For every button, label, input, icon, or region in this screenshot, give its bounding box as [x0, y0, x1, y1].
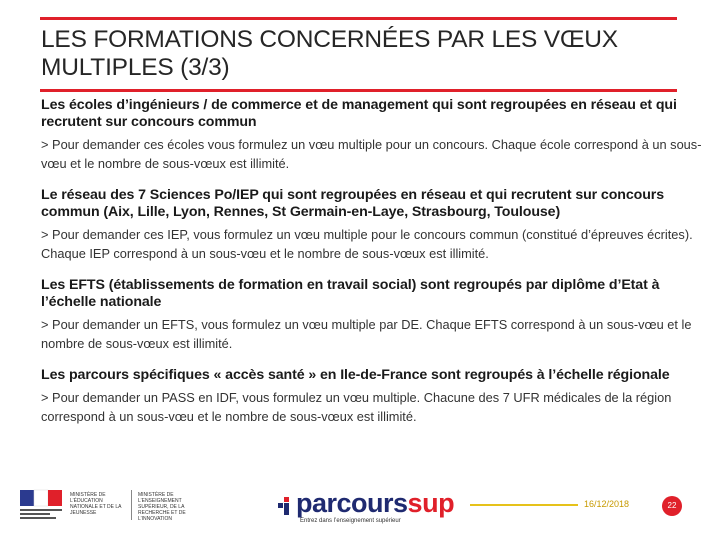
ministry-label-education: MINISTÈRE DE L’ÉDUCATION NATIONALE ET DE LA JEUNESSE: [70, 492, 122, 516]
content-block-engineering: [41, 97, 706, 173]
title-bottom-rule: [40, 89, 677, 92]
title-top-rule: [40, 17, 677, 20]
brand-s-letter: s: [407, 488, 423, 518]
brand-tagline: Entrez dans l’enseignement supérieur: [300, 518, 401, 524]
block-body: > Pour demander ces IEP, vous formulez un vœu multiple pour le concours commun (constitué d’épreuves écrites). Chaque IEP correspond à un sous-vœu et le nombre de sous-vœux est illimité.: [41, 227, 693, 261]
parcoursup-logo-icon: [276, 494, 296, 518]
block-body: > Pour demander un PASS en IDF, vous formulez un vœu multiple. Chacune des 7 UFR médicales de la région correspond à un sous-vœu et le nombre de sous-vœux est illimité.: [41, 390, 672, 424]
slide-date: 16/12/2018: [584, 499, 630, 509]
slide-footer: [0, 486, 720, 540]
block-body: > Pour demander ces écoles vous formulez un vœu multiple pour un concours. Chaque école correspond à un sous-vœu et le nombre de sous-vœux est illimité.: [41, 137, 702, 171]
content-block-sciences-po: [41, 187, 706, 263]
brand-part1: parcours: [296, 488, 408, 518]
slide-title: LES FORMATIONS CONCERNÉES PAR LES VŒUX MULTIPLES (3/3): [41, 26, 618, 81]
ministry-label-higher-education: MINISTÈRE DE L’ENSEIGNEMENT SUPÉRIEUR, DE LA RECHERCHE ET DE L’INNOVATION: [138, 492, 186, 522]
block-heading: Les écoles d’ingénieurs / de commerce et de management qui sont regroupées en réseau et qui recrutent sur concours commun: [41, 97, 677, 130]
block-heading: Les parcours spécifiques « accès santé » en Ile-de-France sont regroupés à l’échelle régionale: [41, 367, 670, 383]
slide-content: [41, 97, 706, 440]
republique-francaise-logo-icon: [14, 486, 68, 522]
content-block-sante: [41, 367, 706, 426]
footer-accent-line: [470, 504, 578, 506]
parcoursup-wordmark: [296, 488, 454, 519]
page-number-badge: 22: [662, 496, 682, 516]
ministry-divider: [131, 490, 132, 520]
block-body: > Pour demander un EFTS, vous formulez un vœu multiple par DE. Chaque EFTS correspond à un sous-vœu et le nombre de sous-vœux est illimité.: [41, 317, 692, 351]
content-block-efts: [41, 277, 706, 353]
block-heading: Le réseau des 7 Sciences Po/IEP qui sont regroupées en réseau et qui recrutent sur concours commun (Aix, Lille, Lyon, Rennes, St Germain-en-Laye, Strasbourg, Toulouse): [41, 187, 664, 220]
brand-part2: up: [422, 488, 455, 518]
block-heading: Les EFTS (établissements de formation en travail social) sont regroupés par diplôme d’Etat à l’échelle nationale: [41, 277, 660, 310]
